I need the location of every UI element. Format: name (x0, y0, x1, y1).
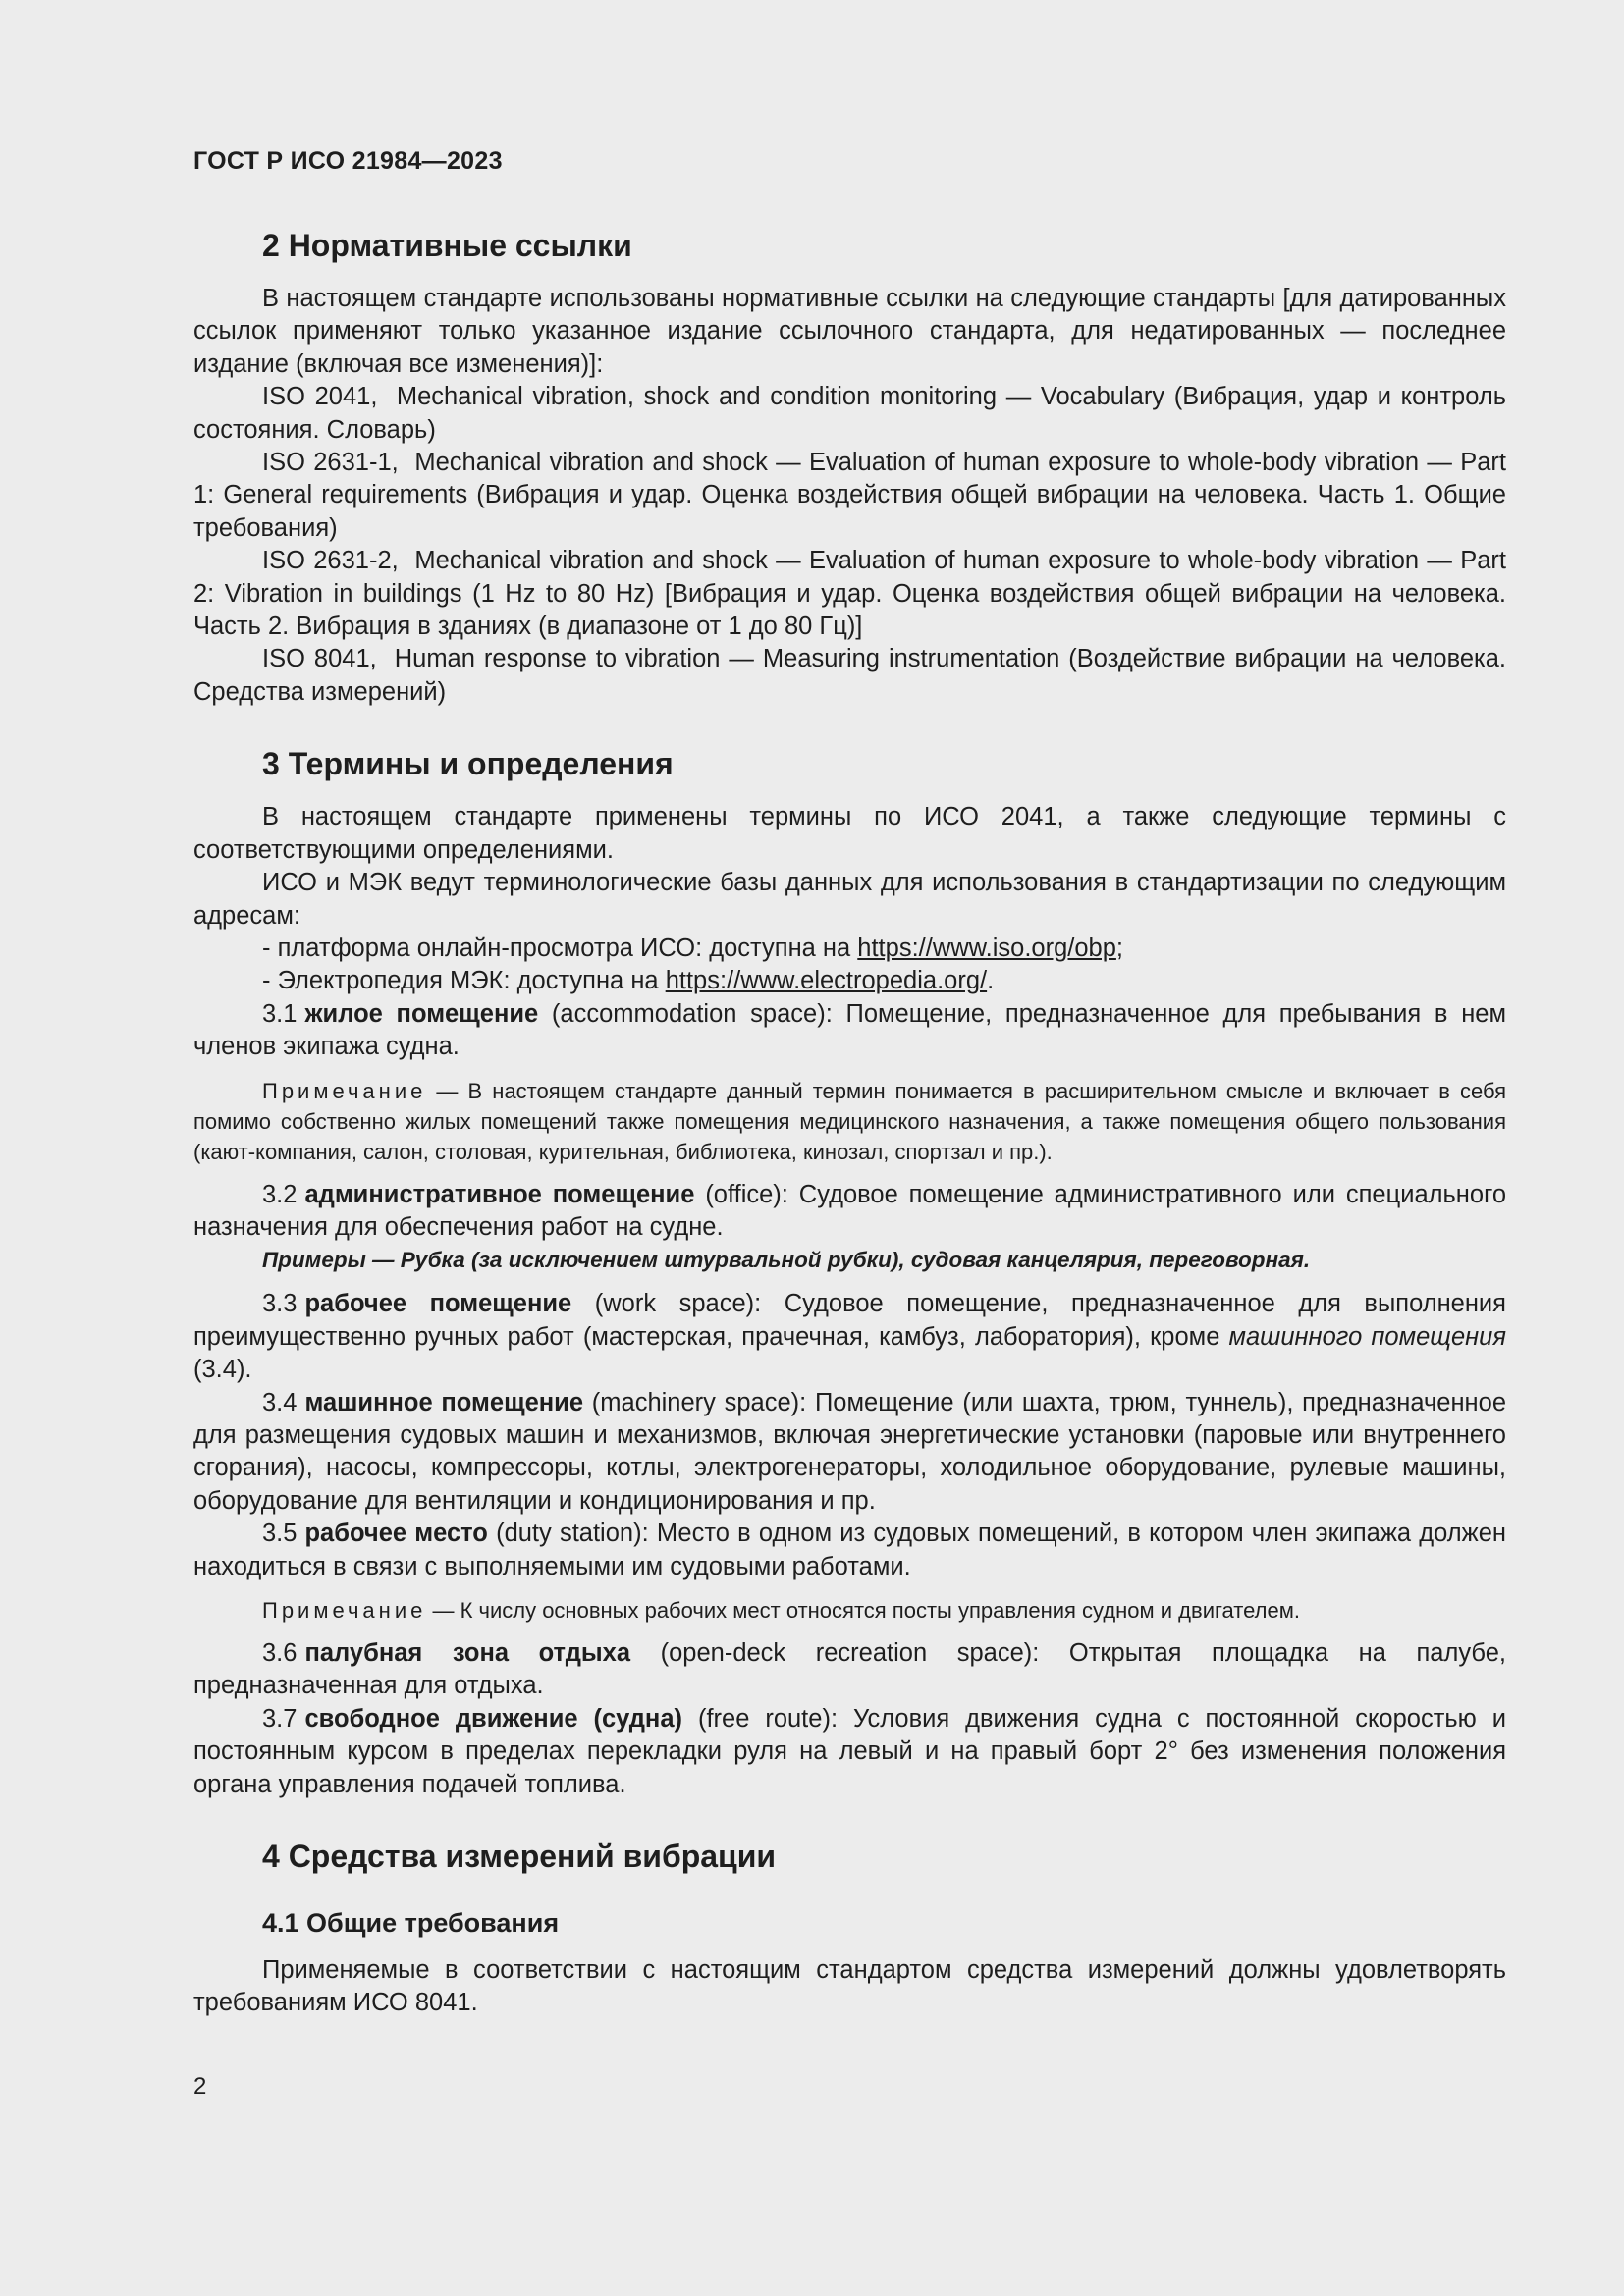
section-2-heading: 2 Нормативные ссылки (262, 228, 632, 263)
list-item-iso-obp: - платформа онлайн-просмотра ИСО: доступна на https://www.iso.org/obp; (262, 934, 1124, 962)
term-name: административное помещение (304, 1180, 695, 1208)
section-4-heading: 4 Средства измерений вибрации (262, 1839, 777, 1875)
section-3-intro: В настоящем стандарте применены термины по ИСО 2041, а также следующие термины с соответствующими определениями. (193, 803, 1506, 864)
note-label: Примечание (262, 1598, 427, 1623)
term-name: рабочее место (304, 1520, 488, 1548)
term-name: палубная зона отдыха (304, 1639, 631, 1667)
note-label: Примечание (262, 1078, 427, 1103)
subsection-4-1-heading: 4.1 Общие требования (262, 1908, 560, 1939)
iso-obp-link[interactable]: https://www.iso.org/obp (857, 934, 1116, 962)
subsection-4-1-text: Применяемые в соответствии с настоящим стандартом средства измерений должны удовлетворять требованиям ИСО 8041. (193, 1956, 1506, 2017)
section-2-intro: В настоящем стандарте использованы нормативные ссылки на следующие стандарты [для датированных ссылок применяют только указанное издание ссылочного стандарта, для недатированных — последнее издание (включая все изменения)]: (193, 285, 1506, 378)
reference-text: Mechanical vibration and shock — Evaluation of human exposure to whole-body vibration — Part 2: Vibration in buildings (1 Hz to 80 Hz) [Вибрация и удар. Оценка воздействия общей вибрации на человека. Часть 2. Вибрация в зданиях (в диапазоне от 1 до 80 Гц)] (193, 547, 1506, 641)
term-name: жилое помещение (304, 999, 539, 1028)
term-3-5: 3.5 рабочее место (duty station): Место в одном из судовых помещений, в котором член экипажа должен находиться в связи с выполняемыми им судовыми работами. (193, 1520, 1506, 1580)
reference-item (193, 643, 1506, 709)
reference-code: ISO 8041, (262, 645, 377, 673)
reference-item (193, 447, 1506, 545)
reference-text: Mechanical vibration and shock — Evaluation of human exposure to whole-body vibration — Part 1: General requirements (Вибрация и удар. Оценка воздействия общей вибрации на человека. Часть 1. Общие требования) (193, 449, 1506, 542)
term-3-7: 3.7 свободное движение (судна) (free route): Условия движения судна с постоянной скоростью и постоянным курсом в пределах перекладки руля на левый и на правый борт 2° без изменения положения органа управления подачей топлива. (193, 1704, 1506, 1798)
reference-code: ISO 2631-1, (262, 449, 399, 477)
term-3-6: 3.6 палубная зона отдыха (open-deck recreation space): Открытая площадка на палубе, предназначенная для отдыха. (193, 1639, 1506, 1700)
reference-text: Human response to vibration — Measuring instrumentation (Воздействие вибрации на человека. Средства измерений) (193, 645, 1507, 706)
examples-3-2: Примеры — Рубка (за исключением штурвальной рубки), судовая канцелярия, переговорная. (262, 1248, 1311, 1273)
reference-item (193, 381, 1506, 447)
electropedia-link[interactable]: https://www.electropedia.org/ (665, 967, 988, 995)
term-3-4: 3.4 машинное помещение (machinery space): Помещение (или шахта, трюм, туннель), предназначенное для размещения судовых машин и механизмов, включая энергетические установки (паровые или внутреннего сгорания), насосы, компрессоры, котлы, электрогенераторы, холодильное оборудование, рулевые машины, оборудование для вентиляции и кондиционирования и пр. (193, 1388, 1507, 1515)
term-name: свободное движение (судна) (304, 1704, 682, 1733)
section-3-heading: 3 Термины и определения (262, 746, 674, 782)
note-3-1: Примечание — В настоящем стандарте данный термин понимается в расширительном смысле и включает в себя помимо собственно жилых помещений также помещения медицинского назначения, а также помещения общего пользования (кают-компания, салон, столовая, курительная, библиотека, кинозал, спортзал и пр.). (193, 1078, 1506, 1164)
page-content (193, 224, 1506, 2020)
page-number: 2 (193, 2073, 207, 2100)
document-id-header: ГОСТ Р ИСО 21984—2023 (193, 147, 503, 175)
term-3-2: 3.2 административное помещение (office): Судовое помещение административного или специального назначения для обеспечения работ на судне. (193, 1180, 1506, 1241)
note-3-5: Примечание — К числу основных рабочих мест относятся посты управления судном и двигателем. (262, 1598, 1300, 1623)
list-item-electropedia: - Электропедия МЭК: доступна на https://www.electropedia.org/. (262, 967, 995, 995)
reference-code: ISO 2631-2, (262, 547, 399, 575)
section-3-intro-databases: ИСО и МЭК ведут терминологические базы данных для использования в стандартизации по следующим адресам: (193, 869, 1506, 930)
term-name: машинное помещение (304, 1388, 584, 1416)
reference-item (193, 545, 1506, 643)
term-name: рабочее помещение (304, 1290, 572, 1318)
reference-text: Mechanical vibration, shock and condition monitoring — Vocabulary (Вибрация, удар и контроль состояния. Словарь) (193, 383, 1507, 444)
term-3-1: 3.1 жилое помещение (accommodation space): Помещение, предназначенное для пребывания в нем членов экипажа судна. (193, 999, 1506, 1061)
reference-code: ISO 2041, (262, 383, 378, 411)
term-3-3: 3.3 рабочее помещение (work space): Судовое помещение, предназначенное для выполнения преимущественно ручных работ (мастерская, прачечная, камбуз, лаборатория), кроме машинного помещения (3.4). (193, 1290, 1506, 1384)
